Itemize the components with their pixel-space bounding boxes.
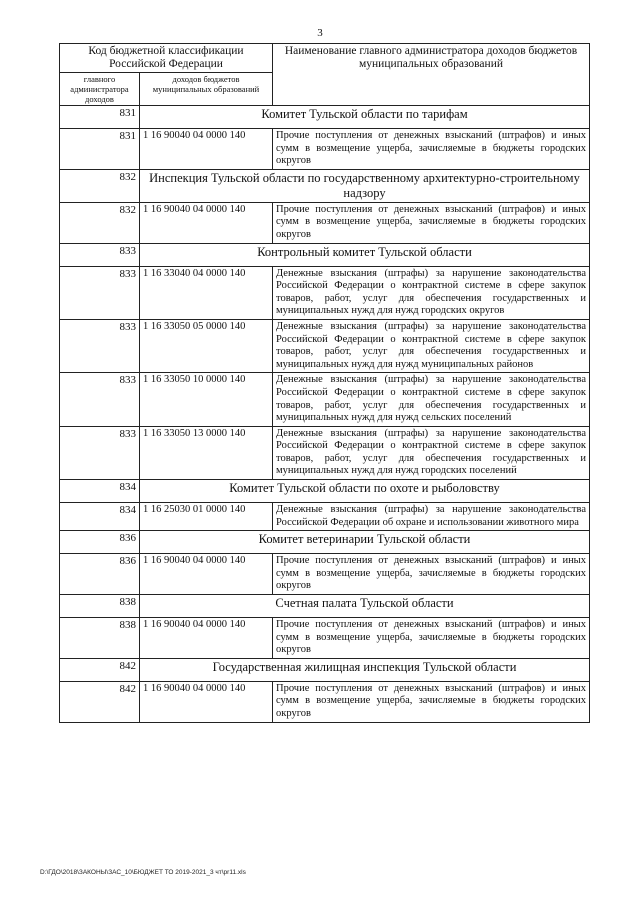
administrator-row <box>60 658 590 681</box>
administrator-name: Комитет Тульской области по охоте и рыболовству <box>140 480 590 503</box>
revenue-column-header: доходов бюджетов муниципальных образований <box>140 73 273 106</box>
budget-classification-code: 1 16 90040 04 0000 140 <box>140 129 273 170</box>
revenue-description: Прочие поступления от денежных взысканий (штрафов) и иных сумм в возмещение ущерба, зачисляемые в бюджеты городских округов <box>273 618 590 659</box>
revenue-description: Прочие поступления от денежных взысканий (штрафов) и иных сумм в возмещение ущерба, зачисляемые в бюджеты городских округов <box>273 681 590 722</box>
footer-file-path: D:\ГДО\2018\ЗАКОНЫ\ЗАС_10\БЮДЖЕТ ТО 2019-2021_3 чт\pr11.xls <box>40 869 246 876</box>
revenue-description: Денежные взыскания (штрафы) за нарушение законодательства Российской Федерации об охране и использовании животного мира <box>273 503 590 531</box>
administrator-code: 834 <box>60 503 140 531</box>
revenue-row <box>60 426 590 479</box>
administrator-name: Комитет ветеринарии Тульской области <box>140 531 590 554</box>
revenue-description: Прочие поступления от денежных взысканий (штрафов) и иных сумм в возмещение ущерба, зачисляемые в бюджеты городских округов <box>273 554 590 595</box>
administrator-row <box>60 243 590 266</box>
administrator-row <box>60 531 590 554</box>
administrator-code: 833 <box>60 319 140 372</box>
administrator-code: 838 <box>60 595 140 618</box>
administrator-row <box>60 169 590 202</box>
revenue-row <box>60 319 590 372</box>
budget-classification-code: 1 16 33050 13 0000 140 <box>140 426 273 479</box>
budget-classification-code: 1 16 25030 01 0000 140 <box>140 503 273 531</box>
administrator-code: 831 <box>60 106 140 129</box>
budget-classification-code: 1 16 33050 10 0000 140 <box>140 373 273 426</box>
table-header <box>60 44 590 106</box>
administrator-row <box>60 480 590 503</box>
revenue-row <box>60 202 590 243</box>
administrator-code: 832 <box>60 202 140 243</box>
administrator-code: 833 <box>60 243 140 266</box>
administrator-name: Контрольный комитет Тульской области <box>140 243 590 266</box>
administrator-name: Комитет Тульской области по тарифам <box>140 106 590 129</box>
revenue-row <box>60 266 590 319</box>
administrator-code: 834 <box>60 480 140 503</box>
admin-column-header: главного администратора доходов <box>60 73 140 106</box>
administrator-row <box>60 106 590 129</box>
revenue-row <box>60 618 590 659</box>
revenue-description: Денежные взыскания (штрафы) за нарушение законодательства Российской Федерации о контрактной системе в сфере закупок товаров, работ, услуг для обеспечения государственных и муниципальных нужд для нужд городских округов <box>273 266 590 319</box>
revenue-description: Денежные взыскания (штрафы) за нарушение законодательства Российской Федерации о контрактной системе в сфере закупок товаров, работ, услуг для обеспечения государственных и муниципальных нужд для нужд городских поселений <box>273 426 590 479</box>
administrator-code: 833 <box>60 373 140 426</box>
table-body <box>60 106 590 723</box>
budget-classification-code: 1 16 90040 04 0000 140 <box>140 681 273 722</box>
administrator-code: 836 <box>60 531 140 554</box>
administrator-name: Инспекция Тульской области по государственному архитектурно-строительному надзору <box>140 169 590 202</box>
administrator-name: Счетная палата Тульской области <box>140 595 590 618</box>
administrator-code: 842 <box>60 658 140 681</box>
budget-classification-code: 1 16 33040 04 0000 140 <box>140 266 273 319</box>
name-header: Наименование главного администратора доходов бюджетов муниципальных образований <box>273 44 590 106</box>
revenue-description: Денежные взыскания (штрафы) за нарушение законодательства Российской Федерации о контрактной системе в сфере закупок товаров, работ, услуг для обеспечения государственных и муниципальных нужд для нужд сельских поселений <box>273 373 590 426</box>
budget-classification-code: 1 16 90040 04 0000 140 <box>140 202 273 243</box>
kbk-header: Код бюджетной классификации Российской Федерации <box>60 44 273 73</box>
revenue-row <box>60 373 590 426</box>
administrator-code: 832 <box>60 169 140 202</box>
budget-table <box>59 43 590 723</box>
administrator-code: 833 <box>60 266 140 319</box>
revenue-row <box>60 554 590 595</box>
revenue-description: Прочие поступления от денежных взысканий (штрафов) и иных сумм в возмещение ущерба, зачисляемые в бюджеты городских округов <box>273 129 590 170</box>
budget-classification-code: 1 16 90040 04 0000 140 <box>140 554 273 595</box>
budget-classification-code: 1 16 33050 05 0000 140 <box>140 319 273 372</box>
administrator-code: 838 <box>60 618 140 659</box>
administrator-name: Государственная жилищная инспекция Тульской области <box>140 658 590 681</box>
budget-classification-code: 1 16 90040 04 0000 140 <box>140 618 273 659</box>
page-number: 3 <box>317 27 323 39</box>
administrator-code: 842 <box>60 681 140 722</box>
revenue-description: Прочие поступления от денежных взысканий (штрафов) и иных сумм в возмещение ущерба, зачисляемые в бюджеты городских округов <box>273 202 590 243</box>
administrator-row <box>60 595 590 618</box>
revenue-row <box>60 503 590 531</box>
revenue-description: Денежные взыскания (штрафы) за нарушение законодательства Российской Федерации о контрактной системе в сфере закупок товаров, работ, услуг для обеспечения государственных и муниципальных нужд для нужд муниципальных районов <box>273 319 590 372</box>
revenue-row <box>60 681 590 722</box>
administrator-code: 833 <box>60 426 140 479</box>
administrator-code: 836 <box>60 554 140 595</box>
revenue-row <box>60 129 590 170</box>
administrator-code: 831 <box>60 129 140 170</box>
